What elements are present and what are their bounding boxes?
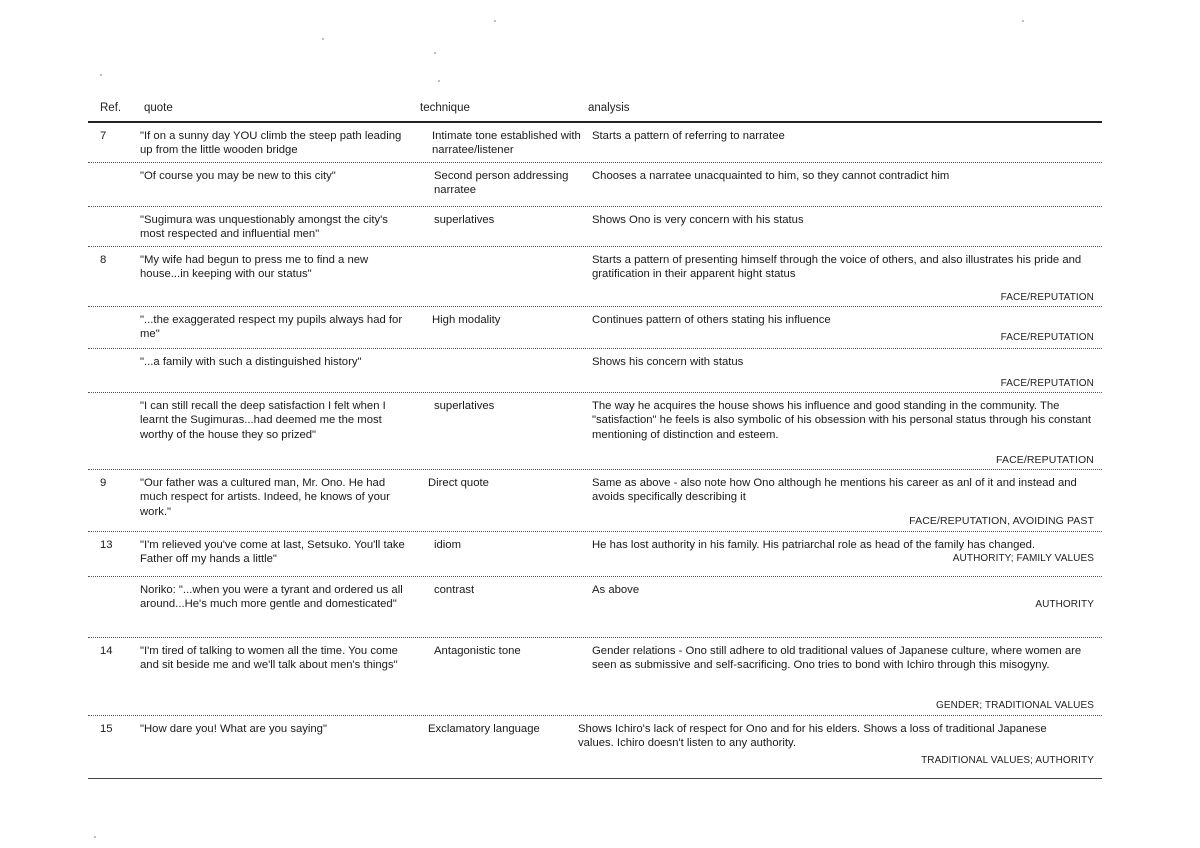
table-row [88, 163, 1102, 207]
table-row [88, 716, 1102, 779]
analysis-cell: Starts a pattern of referring to narratee [592, 130, 785, 142]
ref-cell: 7 [100, 130, 107, 142]
scan-speck [494, 20, 496, 22]
quote-cell: "...the exaggerated respect my pupils always had for me" [140, 314, 403, 341]
theme-tag: FACE/REPUTATION, AVOIDING PAST [909, 515, 1094, 527]
quote-cell: "Of course you may be new to this city" [140, 170, 336, 182]
quote-cell: "My wife had begun to press me to find a new house...in keeping with our status" [140, 254, 369, 281]
ref-cell: 9 [100, 477, 107, 489]
scan-speck [438, 80, 440, 82]
analysis-cell: Chooses a narratee unacquainted to him, so they cannot contradict him [592, 170, 950, 182]
ref-cell: 13 [100, 539, 113, 551]
table-row [88, 470, 1102, 532]
ref-cell: 15 [100, 723, 113, 735]
analysis-cell: Shows Ono is very concern with his status [592, 214, 804, 226]
technique-cell: idiom [434, 539, 461, 551]
theme-tag: AUTHORITY; FAMILY VALUES [952, 553, 1094, 564]
quote-cell: "If on a sunny day YOU climb the steep path leading up from the little wooden bridge [140, 130, 402, 157]
table-row [88, 349, 1102, 393]
scan-speck [94, 836, 96, 838]
theme-tag: FACE/REPUTATION [1000, 332, 1094, 343]
analysis-cell: Gender relations - Ono still adhere to old traditional values of Japanese culture, where women are seen as submissive and self-sacrificing. Ono tries to bond with Ichiro through this misogyny. [592, 645, 1082, 672]
technique-cell: Second person addressing narratee [434, 170, 569, 197]
table-row [88, 532, 1102, 577]
theme-tag: TRADITIONAL VALUES; AUTHORITY [921, 755, 1094, 766]
analysis-cell: The way he acquires the house shows his influence and good standing in the community. The "satisfaction" he feels is also symbolic of his obsession with his personal status through his constant mentioning of distinction and esteem. [592, 400, 1092, 441]
theme-tag: GENDER; TRADITIONAL VALUES [935, 700, 1094, 711]
theme-tag: FACE/REPUTATION [1000, 292, 1094, 303]
analysis-cell: Starts a pattern of presenting himself through the voice of others, and also illustrates his pride and gratification in their apparent hight status [592, 254, 1082, 281]
table-row [88, 307, 1102, 349]
theme-tag: AUTHORITY [1035, 599, 1094, 610]
quote-cell: "I can still recall the deep satisfaction I felt when I learnt the Sugimuras...had deemed me the most worthy of the house they so prized" [140, 400, 386, 441]
quote-cell: "...a family with such a distinguished history" [140, 356, 362, 368]
technique-cell: Intimate tone established with narratee/listener [432, 130, 581, 157]
scan-speck [434, 52, 436, 54]
table-row [88, 638, 1102, 716]
technique-cell: Direct quote [428, 477, 489, 489]
scan-speck [322, 38, 324, 40]
table-row [88, 577, 1102, 638]
ref-cell: 14 [100, 645, 113, 657]
header-quote: quote [144, 102, 173, 114]
quote-cell: "I'm tired of talking to women all the time. You come and sit beside me and we'll talk about men's things" [140, 645, 398, 672]
technique-cell: superlatives [434, 214, 495, 226]
theme-tag: FACE/REPUTATION [996, 454, 1094, 466]
analysis-table [88, 94, 1102, 779]
analysis-cell: As above [592, 584, 640, 596]
quote-cell: "I'm relieved you've come at last, Setsuko. You'll take Father off my hands a little" [140, 539, 405, 566]
scan-speck [1022, 20, 1024, 22]
analysis-cell: Shows his concern with status [592, 356, 744, 368]
analysis-cell: He has lost authority in his family. His patriarchal role as head of the family has changed. [592, 539, 1036, 551]
table-row [88, 247, 1102, 307]
table-row [88, 123, 1102, 163]
header-analysis: analysis [588, 102, 630, 114]
quote-cell: "How dare you! What are you saying" [140, 723, 327, 735]
header-ref: Ref. [100, 102, 122, 114]
ref-cell: 8 [100, 254, 107, 266]
analysis-cell: Shows Ichiro's lack of respect for Ono and for his elders. Shows a loss of traditional Japanese values. Ichiro doesn't listen to any authority. [578, 723, 1047, 750]
table-header [88, 94, 1102, 123]
quote-cell: "Our father was a cultured man, Mr. Ono. He had much respect for artists. Indeed, he knows of your work." [140, 477, 390, 518]
header-technique: technique [420, 102, 470, 114]
table-row [88, 393, 1102, 470]
technique-cell: contrast [434, 584, 475, 596]
technique-cell: Exclamatory language [428, 723, 540, 735]
table-row [88, 207, 1102, 247]
technique-cell: High modality [432, 314, 501, 326]
quote-cell: Noriko: "...when you were a tyrant and ordered us all around...He's much more gentle and domesticated" [140, 584, 403, 611]
analysis-cell: Same as above - also note how Ono although he mentions his career as anl of it and instead and avoids specifically describing it [592, 477, 1077, 504]
scan-speck [100, 74, 102, 76]
technique-cell: Antagonistic tone [434, 645, 521, 657]
quote-cell: "Sugimura was unquestionably amongst the city's most respected and influential men" [140, 214, 388, 241]
analysis-cell: Continues pattern of others stating his influence [592, 314, 831, 326]
theme-tag: FACE/REPUTATION [1000, 378, 1094, 389]
technique-cell: superlatives [434, 400, 495, 412]
